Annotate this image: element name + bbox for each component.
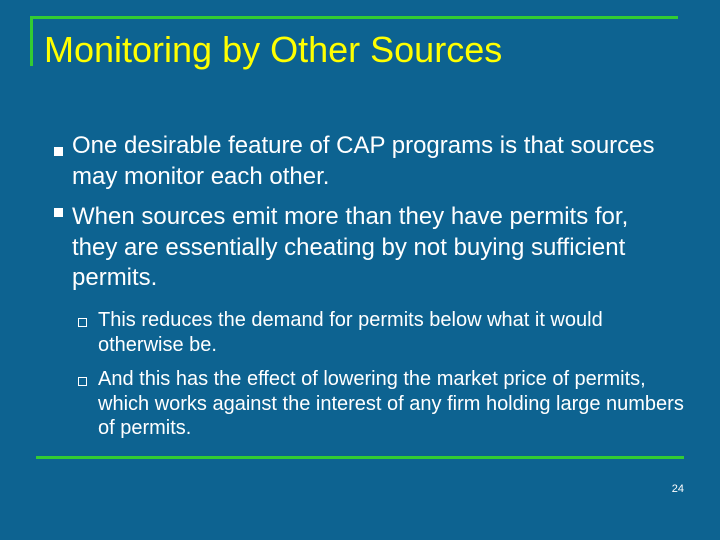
- hollow-square-bullet-icon: [78, 318, 87, 327]
- filled-square-bullet-icon: [54, 208, 63, 217]
- sub-bullet-item: This reduces the demand for permits below what it would otherwise be.: [98, 309, 603, 356]
- bullet-item: When sources emit more than they have permits for, they are essentially cheating by not buying sufficient permits.: [72, 203, 629, 291]
- filled-square-bullet-icon: [54, 147, 63, 156]
- sub-bullet-item: And this has the effect of lowering the market price of permits, which works against the interest of any firm holding large numbers of permits.: [98, 368, 684, 439]
- title-frame-left-line: [30, 16, 33, 66]
- hollow-square-bullet-icon: [78, 377, 87, 386]
- title-frame-top-line: [30, 16, 678, 19]
- footer-line: [36, 456, 684, 459]
- page-number: 24: [671, 483, 684, 495]
- slide-title: Monitoring by Other Sources: [44, 29, 503, 70]
- bullet-item: One desirable feature of CAP programs is that sources may monitor each other.: [72, 132, 655, 190]
